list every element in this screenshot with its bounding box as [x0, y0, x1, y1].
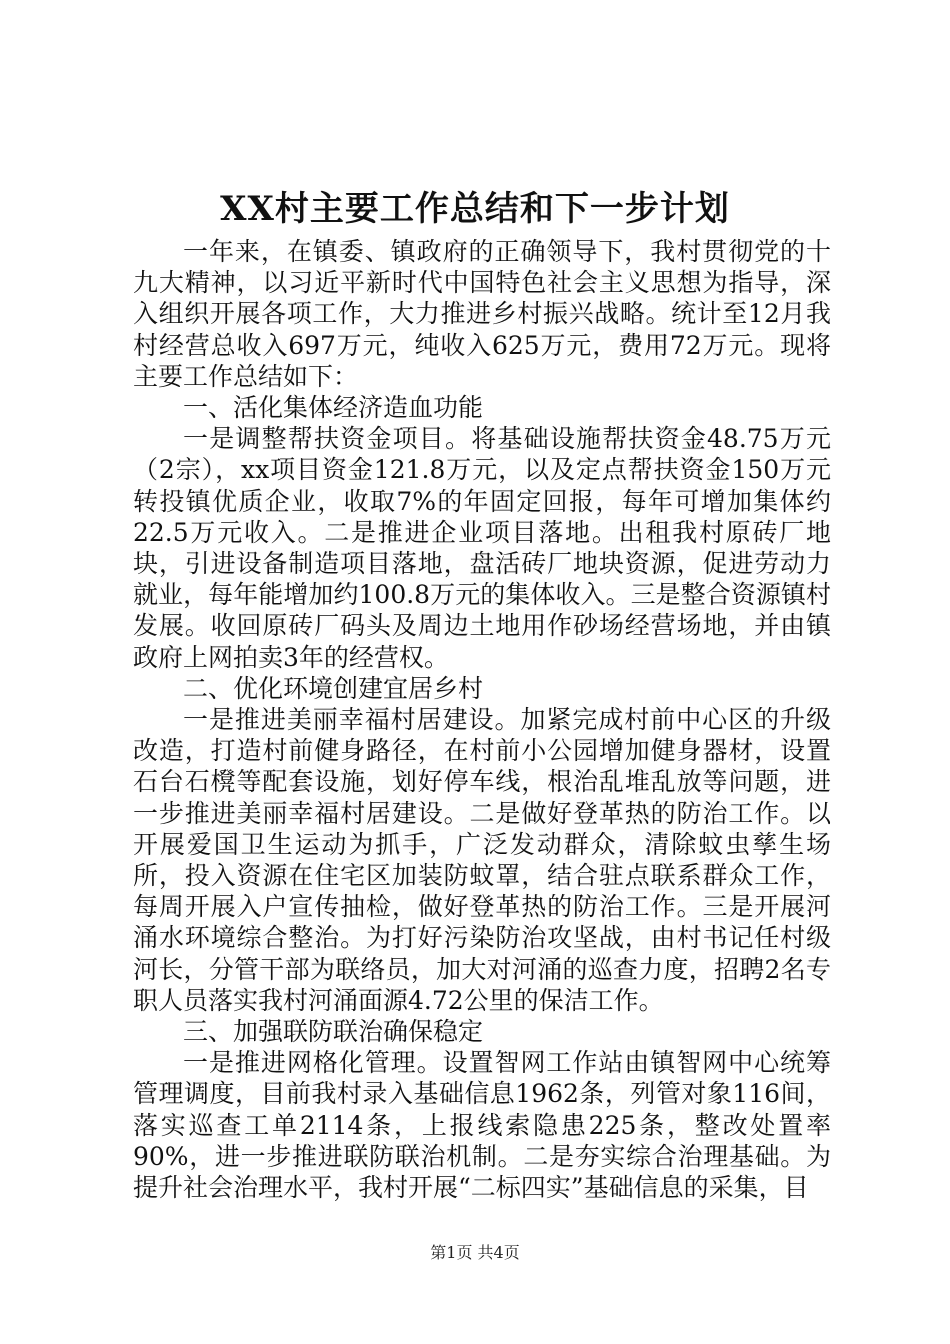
document-title: XX村主要工作总结和下一步计划: [220, 189, 730, 229]
section-paragraph-2: 一是推进美丽幸福村居建设。加紧完成村前中心区的升级改造，打造村前健身路径，在村前小公园增加健身器材，设置石台石櫈等配套设施，划好停车线，根治乱堆乱放等问题，进一步推进美丽幸福村居建设。二是做好登革热的防治工作。以开展爱国卫生运动为抓手，广泛发动群众，清除蚊虫孳生场所，投入资源在住宅区加装防蚊罩，结合驻点联系群众工作，每周开展入户宣传抽检，做好登革热的防治工作。三是开展河涌水环境综合整治。为打好污染防治攻坚战，由村书记任村级河长，分管干部为联络员，加大对河涌的巡查力度，招聘2名专职人员落实我村河涌面源4.72公里的保洁工作。: [133, 705, 831, 1015]
document-body: [133, 236, 831, 1203]
intro-paragraph: 一年来，在镇委、镇政府的正确领导下，我村贯彻党的十九大精神，以习近平新时代中国特色社会主义思想为指导，深入组织开展各项工作，大力推进乡村振兴战略。统计至12月我村经营总收入697万元，纯收入625万元，费用72万元。现将主要工作总结如下：: [133, 237, 831, 391]
section-heading-1: 一、活化集体经济造血功能: [183, 393, 484, 423]
page-footer: 第1页 共4页: [430, 1243, 520, 1262]
section-paragraph-1: 一是调整帮扶资金项目。将基础设施帮扶资金48.75万元（2宗），xx项目资金121.8万元，以及定点帮扶资金150万元转投镇优质企业，收取7%的年固定回报，每年可增加集体约22.5万元收入。二是推进企业项目落地。出租我村原砖厂地块，引进设备制造项目落地，盘活砖厂地块资源，促进劳动力就业，每年能增加约100.8万元的集体收入。三是整合资源镇村发展。收回原砖厂码头及周边土地用作砂场经营场地，并由镇政府上网拍卖3年的经营权。: [133, 424, 831, 672]
section-heading-3: 三、加强联防联治确保稳定: [183, 1017, 484, 1047]
section-heading-2: 二、优化环境创建宜居乡村: [183, 673, 484, 703]
section-paragraph-3: 一是推进网格化管理。设置智网工作站由镇智网中心统筹管理调度，目前我村录入基础信息1962条，列管对象116间，落实巡查工单2114条，上报线索隐患225条，整改处置率90%，进一步推进联防联治机制。二是夯实综合治理基础。为提升社会治理水平，我村开展“二标四实”基础信息的采集，目: [133, 1048, 831, 1203]
